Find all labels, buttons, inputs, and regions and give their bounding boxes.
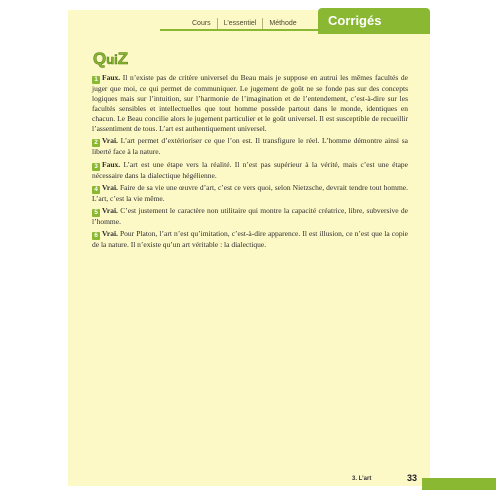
answer-verdict: Vrai. xyxy=(102,182,118,192)
page-number: 33 xyxy=(407,473,418,483)
tab-methode[interactable]: Méthode xyxy=(263,18,302,29)
answer-text: Faire de sa vie une œuvre d’art, c’est ce vers quoi, selon Nietzsche, devrait tendre tout homme. L’art, c’est la vie même. xyxy=(92,182,408,203)
answer-text: L’art permet d’extérioriser ce que l’on est. Il transfigure le réel. L’homme démontre ainsi sa liberté face à la nature. xyxy=(92,136,408,157)
answer-item xyxy=(92,73,408,134)
answer-text: Il n’existe pas de critère universel du Beau mais je suppose en autrui les mêmes facultés de juger que moi, ce qui permet de communiquer. Le jugement de goût ne se fonde pas sur des concepts logiques mais sur l’intuition, sur l’harmonie de l’imagination et de l’entendement, c’est-à-dire sur les facultés sensibles et intellectuelles que tout homme possède partout dans le monde, identiques en chacun. Le Beau concilie alors le jugement particulier et le goût universel. Il est susceptible de recueillir l’assentiment de tous. L’art est authentiquement universel. xyxy=(92,73,408,134)
answer-number-badge: 1 xyxy=(92,76,100,84)
answer-verdict: Faux. xyxy=(102,159,121,169)
answer-text: L’art est une étape vers la réalité. Il n’est pas supérieur à la vérité, mais c’est une étape nécessaire dans la dialectique hégélienne. xyxy=(92,159,408,180)
section-title: Corrigés xyxy=(318,8,430,34)
quiz-logo xyxy=(92,46,136,68)
answer-number-badge: 5 xyxy=(92,209,100,217)
answer-item xyxy=(92,136,408,157)
answer-item xyxy=(92,206,408,227)
quiz-logo-text: QuiZ xyxy=(93,49,129,68)
answer-verdict: Vrai. xyxy=(102,136,118,146)
answer-verdict: Vrai. xyxy=(102,228,118,238)
answer-number-badge: 2 xyxy=(92,139,100,147)
answer-number-badge: 4 xyxy=(92,186,100,194)
footer-accent-band xyxy=(422,478,496,490)
answer-verdict: Vrai. xyxy=(102,205,118,215)
answers-list xyxy=(92,73,408,252)
answer-number-badge: 6 xyxy=(92,232,100,240)
tab-cours[interactable]: Cours xyxy=(186,18,218,29)
section-tabs xyxy=(186,18,303,29)
answer-text: C’est justement le caractère non utilitaire qui montre la capacité créatrice, libre, subversive de l’homme. xyxy=(92,205,408,226)
answer-item xyxy=(92,160,408,181)
answer-item xyxy=(92,229,408,250)
answer-item xyxy=(92,183,408,204)
chapter-label: 3. L’art xyxy=(352,476,372,482)
answer-number-badge: 3 xyxy=(92,163,100,171)
tab-essentiel[interactable]: L’essentiel xyxy=(218,18,264,29)
answer-text: Pour Platon, l’art n’est qu’imitation, c’est-à-dire apparence. Il est illusion, ce n’est que la copie de la nature. Il n’existe qu’un art véritable : la dialectique. xyxy=(92,228,408,249)
answer-verdict: Faux. xyxy=(102,73,121,82)
